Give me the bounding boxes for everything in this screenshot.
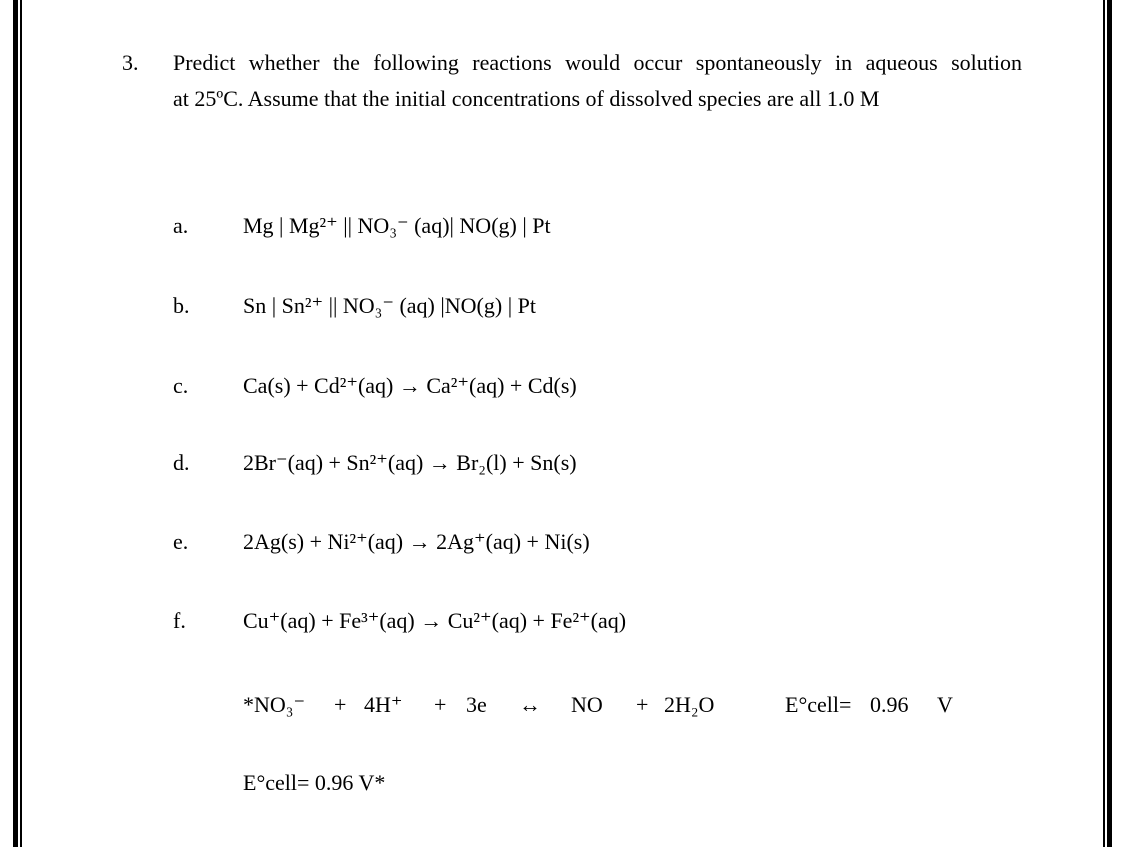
item-label-c: c. bbox=[173, 373, 189, 398]
ecell-label: E°cell= bbox=[785, 692, 852, 717]
half-reaction-hydrogen: 4H⁺ bbox=[364, 692, 403, 717]
page-border-left-thin bbox=[20, 0, 22, 847]
page-border-left-thick bbox=[13, 0, 18, 847]
question-number: 3. bbox=[122, 50, 139, 75]
ecell-unit: V bbox=[937, 692, 953, 717]
ecell-value: 0.96 bbox=[870, 692, 909, 717]
item-text-a: Mg | Mg²⁺ || NO₃⁻ (aq)| NO(g) | Pt bbox=[243, 213, 551, 238]
item-text-f: Cu⁺(aq) + Fe³⁺(aq) → Cu²⁺(aq) + Fe²⁺(aq) bbox=[243, 608, 627, 633]
page-border-right-thin bbox=[1103, 0, 1105, 847]
item-label-f: f. bbox=[173, 608, 186, 633]
page-border-right-thick bbox=[1107, 0, 1112, 847]
item-label-e: e. bbox=[173, 529, 189, 554]
question-text-line1: Predict whether the following reactions would occur spontaneously in aqueous solution bbox=[173, 50, 1022, 75]
item-text-c: Ca(s) + Cd²⁺(aq) → Ca²⁺(aq) + Cd(s) bbox=[243, 373, 577, 398]
half-reaction-plus-3: + bbox=[636, 692, 649, 717]
half-reaction-plus-2: + bbox=[434, 692, 447, 717]
half-reaction-water: 2H₂O bbox=[664, 692, 715, 717]
item-label-b: b. bbox=[173, 293, 190, 318]
item-label-d: d. bbox=[173, 450, 190, 475]
half-reaction-no: NO bbox=[571, 692, 603, 717]
half-reaction-arrow: ↔ bbox=[519, 692, 541, 717]
half-reaction-electrons: 3e bbox=[466, 692, 487, 717]
item-label-a: a. bbox=[173, 213, 189, 238]
half-reaction-plus-1: + bbox=[334, 692, 347, 717]
item-text-e: 2Ag(s) + Ni²⁺(aq) → 2Ag⁺(aq) + Ni(s) bbox=[243, 529, 590, 554]
half-reaction-nitrate: *NO₃⁻ bbox=[243, 692, 306, 717]
item-text-b: Sn | Sn²⁺ || NO₃⁻ (aq) |NO(g) | Pt bbox=[243, 293, 536, 318]
ecell-footer-line: E°cell= 0.96 V* bbox=[243, 770, 386, 795]
question-text-line2: at 25ºC. Assume that the initial concentrations of dissolved species are all 1.0 M bbox=[173, 86, 880, 111]
item-text-d: 2Br⁻(aq) + Sn²⁺(aq) → Br₂(l) + Sn(s) bbox=[243, 450, 577, 475]
